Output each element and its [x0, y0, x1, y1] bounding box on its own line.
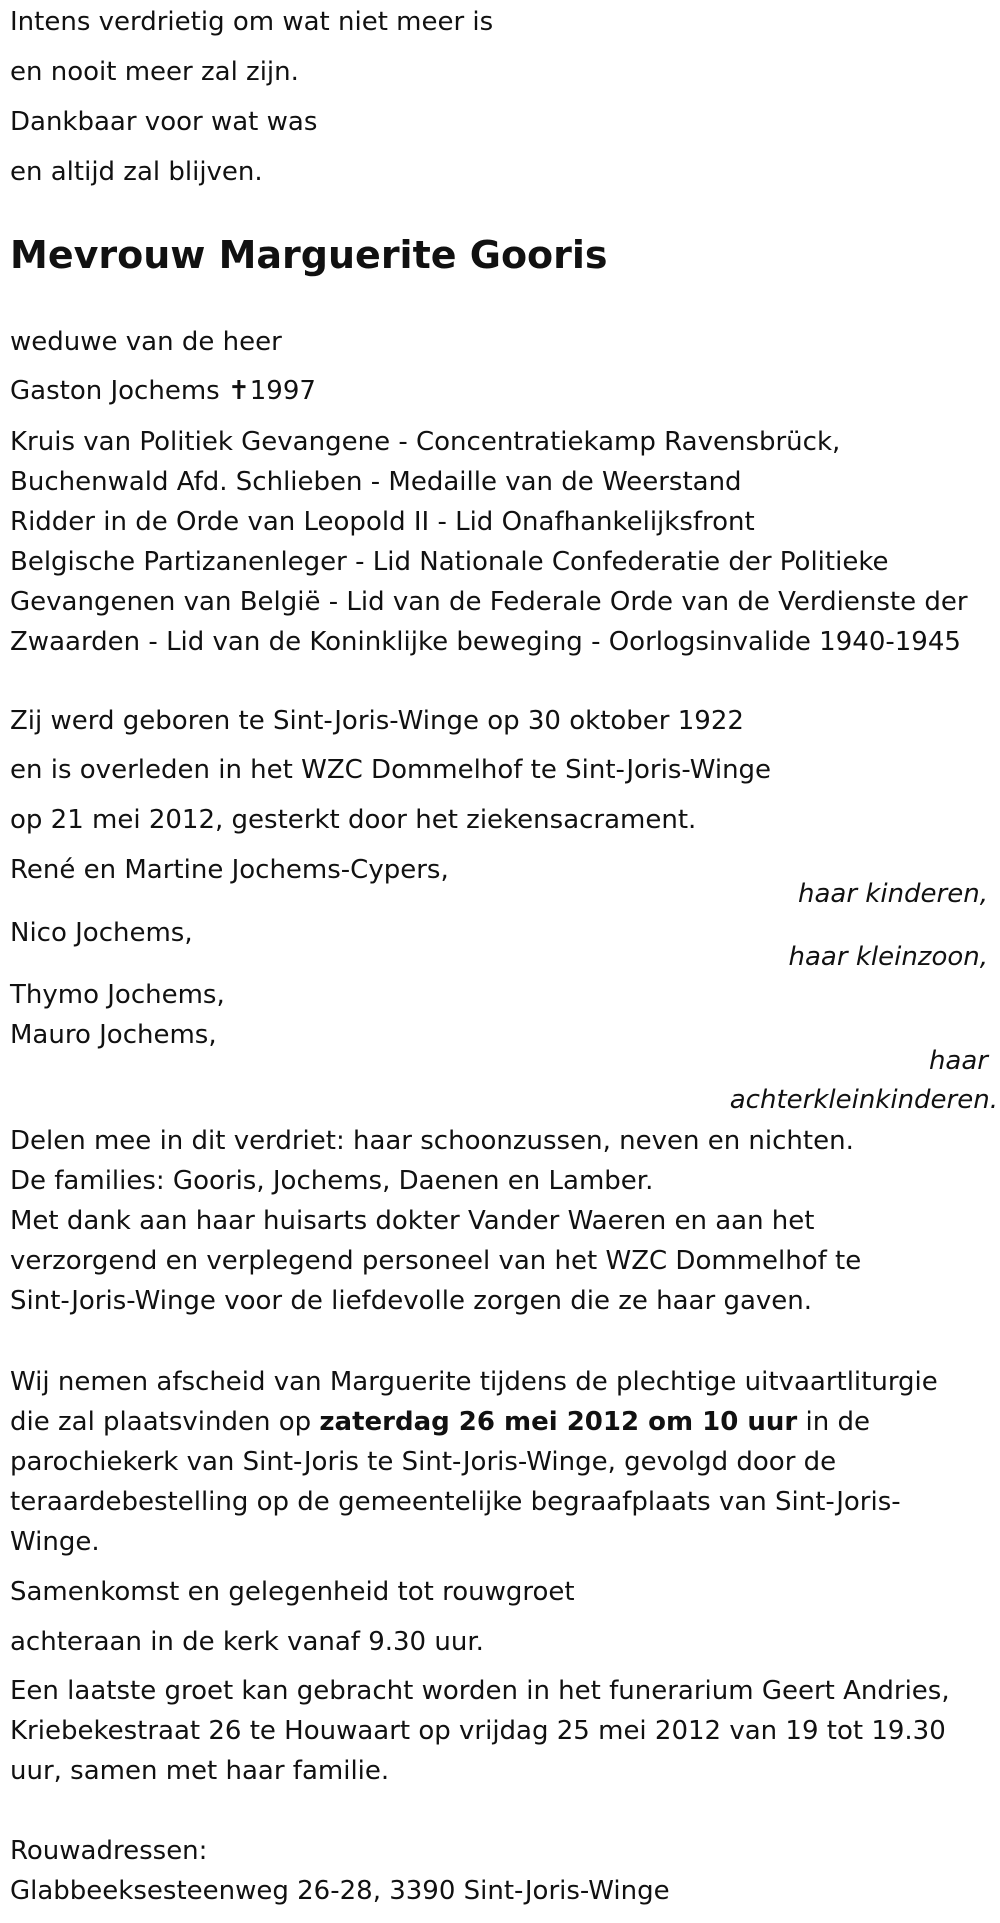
poem-line: en nooit meer zal zijn.	[10, 57, 299, 87]
children-role: haar kinderen,	[798, 879, 988, 909]
birth-death-line: op 21 mei 2012, gesterkt door het ziekensacrament.	[10, 805, 697, 835]
honours-line: Belgische Partizanenleger - Lid Nationale Confederatie der Politieke	[10, 547, 889, 577]
last-greeting-line: uur, samen met haar familie.	[10, 1756, 390, 1786]
thanks-line: Met dank aan haar huisarts dokter Vander Waeren en aan het	[10, 1206, 815, 1236]
birth-death-line: en is overleden in het WZC Dommelhof te Sint-Joris-Winge	[10, 755, 772, 785]
address-label: Rouwadressen:	[10, 1836, 208, 1866]
address-line: Glabbeeksesteenweg 26-28, 3390 Sint-Joris-Winge	[10, 1876, 670, 1906]
gathering-line: Samenkomst en gelegenheid tot rouwgroet	[10, 1577, 575, 1607]
great-grandchildren-role: haar	[928, 1046, 988, 1076]
poem-line: Intens verdrietig om wat niet meer is	[10, 7, 494, 37]
widow-line: Gaston Jochems ✝1997	[10, 376, 316, 406]
funeral-line: Wij nemen afscheid van Marguerite tijdens de plechtige uitvaartliturgie	[10, 1367, 938, 1397]
poem-line: Dankbaar voor wat was	[10, 107, 318, 137]
honours-line: Kruis van Politiek Gevangene - Concentratiekamp Ravensbrück,	[10, 427, 841, 457]
last-greeting-line: Een laatste groet kan gebracht worden in het funerarium Geert Andries,	[10, 1676, 950, 1706]
thanks-line: verzorgend en verplegend personeel van het WZC Dommelhof te	[10, 1246, 862, 1276]
great-grandchild-name: Thymo Jochems,	[10, 980, 225, 1010]
great-grandchildren-role: achterkleinkinderen.	[729, 1085, 998, 1115]
honours-line: Ridder in de Orde van Leopold II - Lid Onafhankelijksfront	[10, 507, 755, 537]
thanks-line: Sint-Joris-Winge voor de liefdevolle zorgen die ze haar gaven.	[10, 1286, 813, 1316]
honours-line: Gevangenen van België - Lid van de Federale Orde van de Verdienste der	[10, 587, 968, 617]
funeral-line: teraardebestelling op de gemeentelijke begraafplaats van Sint-Joris-	[10, 1487, 901, 1517]
grandson-role: haar kleinzoon,	[788, 942, 988, 972]
shared-grief-line: Delen mee in dit verdriet: haar schoonzussen, neven en nichten.	[10, 1126, 854, 1156]
widow-line: weduwe van de heer	[10, 327, 282, 357]
families-line: De families: Gooris, Jochems, Daenen en Lamber.	[10, 1166, 654, 1196]
funeral-line	[10, 1407, 870, 1437]
honours-line: Zwaarden - Lid van de Koninklijke beweging - Oorlogsinvalide 1940-1945	[10, 627, 961, 657]
funeral-date-time: zaterdag 26 mei 2012 om 10 uur	[319, 1407, 798, 1437]
birth-death-line: Zij werd geboren te Sint-Joris-Winge op 30 oktober 1922	[10, 706, 744, 736]
honours-line: Buchenwald Afd. Schlieben - Medaille van de Weerstand	[10, 467, 742, 497]
funeral-text: in de	[797, 1407, 870, 1437]
grandson-name: Nico Jochems,	[10, 918, 193, 948]
funeral-text: die zal plaatsvinden op	[10, 1407, 320, 1437]
great-grandchild-name: Mauro Jochems,	[10, 1020, 217, 1050]
deceased-name-title: Mevrouw Marguerite Gooris	[10, 233, 608, 277]
last-greeting-line: Kriebekestraat 26 te Houwaart op vrijdag 25 mei 2012 van 19 tot 19.30	[10, 1716, 946, 1746]
poem-line: en altijd zal blijven.	[10, 157, 263, 187]
funeral-line: parochiekerk van Sint-Joris te Sint-Joris-Winge, gevolgd door de	[10, 1447, 837, 1477]
gathering-line: achteraan in de kerk vanaf 9.30 uur.	[10, 1627, 484, 1657]
funeral-line: Winge.	[10, 1527, 100, 1557]
children-names: René en Martine Jochems-Cypers,	[10, 855, 449, 885]
